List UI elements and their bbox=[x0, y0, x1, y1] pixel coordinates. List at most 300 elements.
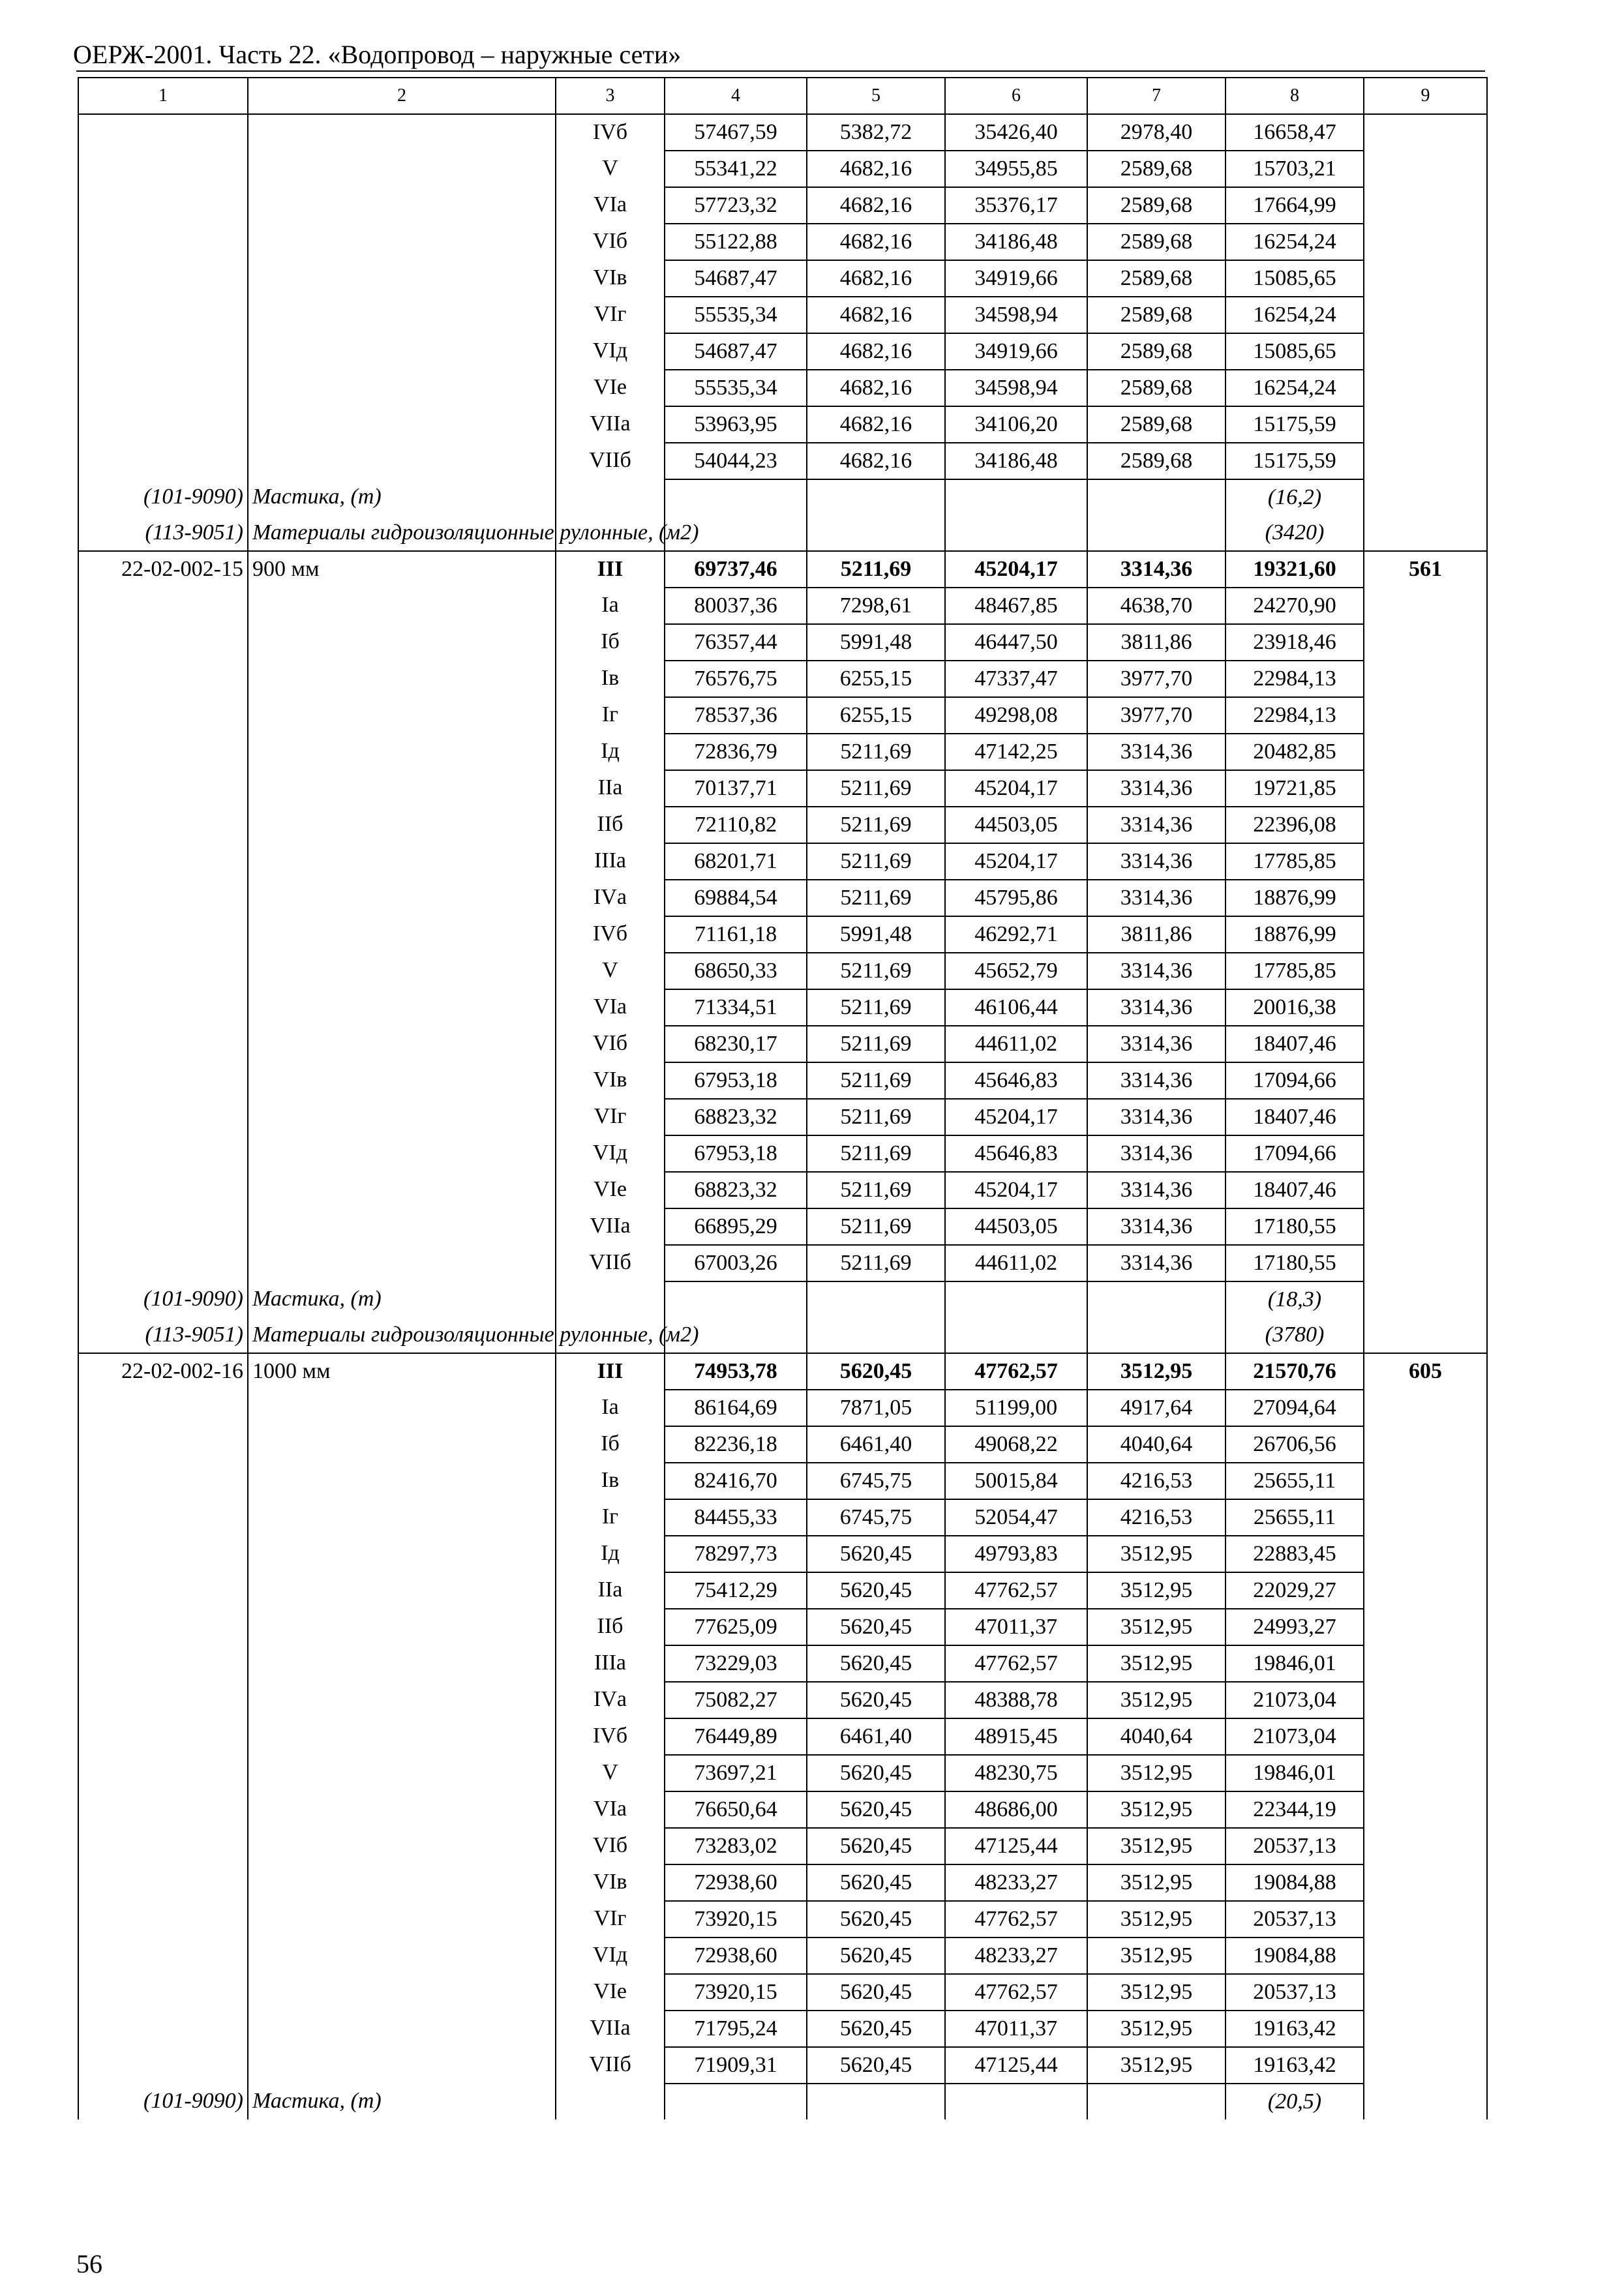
machines-cell bbox=[945, 479, 1087, 515]
code-cell bbox=[78, 1390, 248, 1426]
machinist-wages-cell: 4216,53 bbox=[1087, 1463, 1226, 1499]
wages-cell: 5211,69 bbox=[807, 1135, 945, 1172]
materials-cell: 24270,90 bbox=[1226, 588, 1364, 624]
wages-cell: 4682,16 bbox=[807, 297, 945, 333]
wages-cell bbox=[807, 1281, 945, 1317]
zone-cell: VIг bbox=[556, 1099, 665, 1135]
zone-cell: VIе bbox=[556, 1172, 665, 1208]
zone-cell: Iд bbox=[556, 734, 665, 770]
code-cell bbox=[78, 1536, 248, 1572]
total-cost-cell: 67003,26 bbox=[665, 1245, 807, 1281]
machines-cell: 47762,57 bbox=[945, 1974, 1087, 2011]
code-cell bbox=[78, 1937, 248, 1974]
total-cost-cell: 73920,15 bbox=[665, 1901, 807, 1937]
labor-cell bbox=[1364, 1937, 1487, 1974]
total-cost-cell: 76357,44 bbox=[665, 624, 807, 661]
wages-cell: 5620,45 bbox=[807, 2011, 945, 2047]
zone-cell: IVб bbox=[556, 114, 665, 151]
machinist-wages-cell: 3314,36 bbox=[1087, 807, 1226, 843]
machinist-wages-cell: 2589,68 bbox=[1087, 187, 1226, 224]
code-cell bbox=[78, 880, 248, 916]
total-cost-cell: 68823,32 bbox=[665, 1172, 807, 1208]
machinist-wages-cell: 2978,40 bbox=[1087, 114, 1226, 151]
materials-cell: (18,3) bbox=[1226, 1281, 1364, 1317]
code-cell bbox=[78, 151, 248, 187]
machinist-wages-cell: 2589,68 bbox=[1087, 260, 1226, 297]
price-row bbox=[78, 297, 1487, 333]
machinist-wages-cell: 3977,70 bbox=[1087, 697, 1226, 734]
wages-cell: 4682,16 bbox=[807, 260, 945, 297]
header-divider bbox=[76, 70, 1485, 72]
name-cell bbox=[248, 697, 556, 734]
zone-cell: IIа bbox=[556, 770, 665, 807]
price-row bbox=[78, 1026, 1487, 1062]
code-cell bbox=[78, 1791, 248, 1828]
price-row bbox=[78, 260, 1487, 297]
materials-cell: 22883,45 bbox=[1226, 1536, 1364, 1572]
machines-cell: 44611,02 bbox=[945, 1026, 1087, 1062]
price-row bbox=[78, 187, 1487, 224]
machines-cell: 47762,57 bbox=[945, 1572, 1087, 1609]
column-number: 7 bbox=[1087, 78, 1226, 114]
machines-cell: 44611,02 bbox=[945, 1245, 1087, 1281]
machinist-wages-cell: 3314,36 bbox=[1087, 1208, 1226, 1245]
column-number: 9 bbox=[1364, 78, 1487, 114]
machinist-wages-cell: 3314,36 bbox=[1087, 843, 1226, 880]
materials-cell: 21073,04 bbox=[1226, 1718, 1364, 1755]
name-cell: 1000 мм bbox=[248, 1353, 556, 1390]
labor-cell bbox=[1364, 187, 1487, 224]
materials-cell: 23918,46 bbox=[1226, 624, 1364, 661]
total-cost-cell: 72938,60 bbox=[665, 1937, 807, 1974]
wages-cell: 5620,45 bbox=[807, 1901, 945, 1937]
machines-cell: 46106,44 bbox=[945, 989, 1087, 1026]
wages-cell bbox=[807, 515, 945, 551]
materials-cell: 17094,66 bbox=[1226, 1062, 1364, 1099]
labor-cell bbox=[1364, 1645, 1487, 1682]
machines-cell: 45204,17 bbox=[945, 551, 1087, 588]
wages-cell bbox=[807, 1317, 945, 1353]
zone-cell: VIд bbox=[556, 1135, 665, 1172]
machines-cell: 49068,22 bbox=[945, 1426, 1087, 1463]
column-number: 4 bbox=[665, 78, 807, 114]
name-cell bbox=[248, 114, 556, 151]
machinist-wages-cell: 3314,36 bbox=[1087, 551, 1226, 588]
total-cost-cell: 53963,95 bbox=[665, 406, 807, 443]
machines-cell: 48233,27 bbox=[945, 1864, 1087, 1901]
wages-cell: 5211,69 bbox=[807, 880, 945, 916]
price-row bbox=[78, 697, 1487, 734]
machines-cell: 34598,94 bbox=[945, 297, 1087, 333]
labor-cell bbox=[1364, 1572, 1487, 1609]
price-row bbox=[78, 1463, 1487, 1499]
zone-cell: Iд bbox=[556, 1536, 665, 1572]
name-cell: 900 мм bbox=[248, 551, 556, 588]
name-cell bbox=[248, 1390, 556, 1426]
machinist-wages-cell: 3314,36 bbox=[1087, 734, 1226, 770]
labor-cell bbox=[1364, 734, 1487, 770]
total-cost-cell: 73283,02 bbox=[665, 1828, 807, 1864]
machinist-wages-cell: 2589,68 bbox=[1087, 297, 1226, 333]
labor-cell bbox=[1364, 479, 1487, 515]
wages-cell: 6461,40 bbox=[807, 1426, 945, 1463]
zone-cell: V bbox=[556, 953, 665, 989]
machinist-wages-cell: 3512,95 bbox=[1087, 1974, 1226, 2011]
materials-cell: 20537,13 bbox=[1226, 1901, 1364, 1937]
wages-cell: 5620,45 bbox=[807, 1937, 945, 1974]
name-cell bbox=[248, 370, 556, 406]
machines-cell: 34186,48 bbox=[945, 224, 1087, 260]
zone-cell: IIIа bbox=[556, 843, 665, 880]
materials-cell: 22984,13 bbox=[1226, 661, 1364, 697]
wages-cell: 4682,16 bbox=[807, 370, 945, 406]
code-cell: 22-02-002-15 bbox=[78, 551, 248, 588]
total-cost-cell: 75412,29 bbox=[665, 1572, 807, 1609]
code-cell bbox=[78, 1864, 248, 1901]
price-row bbox=[78, 1755, 1487, 1791]
machinist-wages-cell: 3512,95 bbox=[1087, 1682, 1226, 1718]
labor-cell bbox=[1364, 114, 1487, 151]
machinist-wages-cell bbox=[1087, 479, 1226, 515]
zone-cell: VIб bbox=[556, 1026, 665, 1062]
machines-cell: 46292,71 bbox=[945, 916, 1087, 953]
labor-cell bbox=[1364, 1791, 1487, 1828]
total-cost-cell: 74953,78 bbox=[665, 1353, 807, 1390]
total-cost-cell: 54044,23 bbox=[665, 443, 807, 479]
machinist-wages-cell: 2589,68 bbox=[1087, 406, 1226, 443]
price-row bbox=[78, 770, 1487, 807]
wages-cell: 6745,75 bbox=[807, 1463, 945, 1499]
total-cost-cell bbox=[665, 1281, 807, 1317]
machinist-wages-cell bbox=[1087, 1281, 1226, 1317]
labor-cell bbox=[1364, 624, 1487, 661]
wages-cell: 7871,05 bbox=[807, 1390, 945, 1426]
name-cell bbox=[248, 1901, 556, 1937]
code-cell bbox=[78, 187, 248, 224]
price-row bbox=[78, 1901, 1487, 1937]
resource-note-row bbox=[78, 2084, 1487, 2119]
machines-cell: 45204,17 bbox=[945, 1099, 1087, 1135]
price-row bbox=[78, 624, 1487, 661]
machines-cell: 46447,50 bbox=[945, 624, 1087, 661]
labor-cell: 605 bbox=[1364, 1353, 1487, 1390]
zone-cell: Iа bbox=[556, 1390, 665, 1426]
column-number: 1 bbox=[78, 78, 248, 114]
machinist-wages-cell bbox=[1087, 515, 1226, 551]
zone-cell bbox=[556, 2084, 665, 2119]
materials-cell: 20537,13 bbox=[1226, 1828, 1364, 1864]
materials-cell: 18407,46 bbox=[1226, 1099, 1364, 1135]
code-cell: (101-9090) bbox=[78, 1281, 248, 1317]
wages-cell: 6255,15 bbox=[807, 697, 945, 734]
price-row bbox=[78, 1572, 1487, 1609]
labor-cell bbox=[1364, 1864, 1487, 1901]
machines-cell: 49298,08 bbox=[945, 697, 1087, 734]
name-cell bbox=[248, 880, 556, 916]
price-row bbox=[78, 989, 1487, 1026]
price-row bbox=[78, 1609, 1487, 1645]
code-cell bbox=[78, 697, 248, 734]
price-row bbox=[78, 1390, 1487, 1426]
name-cell bbox=[248, 333, 556, 370]
machinist-wages-cell: 4040,64 bbox=[1087, 1718, 1226, 1755]
materials-cell: 15175,59 bbox=[1226, 443, 1364, 479]
materials-cell: (20,5) bbox=[1226, 2084, 1364, 2119]
total-cost-cell: 54687,47 bbox=[665, 260, 807, 297]
zone-cell: III bbox=[556, 551, 665, 588]
zone-cell: Iа bbox=[556, 588, 665, 624]
materials-cell: 16658,47 bbox=[1226, 114, 1364, 151]
code-cell bbox=[78, 1135, 248, 1172]
price-row bbox=[78, 333, 1487, 370]
zone-cell: VIе bbox=[556, 370, 665, 406]
name-cell bbox=[248, 807, 556, 843]
materials-cell: (16,2) bbox=[1226, 479, 1364, 515]
machines-cell: 48686,00 bbox=[945, 1791, 1087, 1828]
materials-cell: 19321,60 bbox=[1226, 551, 1364, 588]
price-row bbox=[78, 1645, 1487, 1682]
name-cell bbox=[248, 1062, 556, 1099]
zone-cell: IVа bbox=[556, 880, 665, 916]
labor-cell bbox=[1364, 807, 1487, 843]
labor-cell bbox=[1364, 333, 1487, 370]
wages-cell: 5620,45 bbox=[807, 2047, 945, 2084]
code-cell bbox=[78, 661, 248, 697]
labor-cell bbox=[1364, 1974, 1487, 2011]
machinist-wages-cell: 4216,53 bbox=[1087, 1499, 1226, 1536]
price-row bbox=[78, 734, 1487, 770]
zone-cell: IIб bbox=[556, 807, 665, 843]
code-cell bbox=[78, 370, 248, 406]
machines-cell: 34598,94 bbox=[945, 370, 1087, 406]
labor-cell bbox=[1364, 1281, 1487, 1317]
wages-cell: 4682,16 bbox=[807, 187, 945, 224]
price-row bbox=[78, 1828, 1487, 1864]
wages-cell: 4682,16 bbox=[807, 224, 945, 260]
total-cost-cell: 77625,09 bbox=[665, 1609, 807, 1645]
price-row bbox=[78, 1135, 1487, 1172]
total-cost-cell: 57467,59 bbox=[665, 114, 807, 151]
price-row bbox=[78, 1062, 1487, 1099]
machines-cell: 34955,85 bbox=[945, 151, 1087, 187]
name-cell bbox=[248, 588, 556, 624]
price-row bbox=[78, 443, 1487, 479]
code-cell bbox=[78, 734, 248, 770]
materials-cell: 22029,27 bbox=[1226, 1572, 1364, 1609]
total-cost-cell: 78297,73 bbox=[665, 1536, 807, 1572]
zone-cell: VIа bbox=[556, 989, 665, 1026]
column-number: 5 bbox=[807, 78, 945, 114]
labor-cell bbox=[1364, 1172, 1487, 1208]
name-cell bbox=[248, 187, 556, 224]
total-cost-cell: 73920,15 bbox=[665, 1974, 807, 2011]
materials-cell: 17094,66 bbox=[1226, 1135, 1364, 1172]
price-row bbox=[78, 1974, 1487, 2011]
code-cell bbox=[78, 1718, 248, 1755]
code-cell bbox=[78, 1062, 248, 1099]
machinist-wages-cell: 3512,95 bbox=[1087, 1572, 1226, 1609]
labor-cell bbox=[1364, 916, 1487, 953]
wages-cell: 5620,45 bbox=[807, 1609, 945, 1645]
materials-cell: 24993,27 bbox=[1226, 1609, 1364, 1645]
machinist-wages-cell: 3314,36 bbox=[1087, 880, 1226, 916]
wages-cell: 5991,48 bbox=[807, 916, 945, 953]
wages-cell: 5211,69 bbox=[807, 1099, 945, 1135]
page-number: 56 bbox=[76, 2249, 102, 2279]
price-row bbox=[78, 1208, 1487, 1245]
name-cell bbox=[248, 1791, 556, 1828]
name-cell bbox=[248, 1864, 556, 1901]
machinist-wages-cell: 3512,95 bbox=[1087, 1536, 1226, 1572]
price-row bbox=[78, 661, 1487, 697]
total-cost-cell: 75082,27 bbox=[665, 1682, 807, 1718]
labor-cell bbox=[1364, 2011, 1487, 2047]
price-row bbox=[78, 1937, 1487, 1974]
column-number: 2 bbox=[248, 78, 556, 114]
name-cell bbox=[248, 770, 556, 807]
zone-cell: V bbox=[556, 1755, 665, 1791]
code-cell bbox=[78, 333, 248, 370]
total-cost-cell: 80037,36 bbox=[665, 588, 807, 624]
machines-cell: 47125,44 bbox=[945, 1828, 1087, 1864]
zone-cell: VIIа bbox=[556, 1208, 665, 1245]
labor-cell bbox=[1364, 880, 1487, 916]
materials-cell: 20482,85 bbox=[1226, 734, 1364, 770]
price-row bbox=[78, 880, 1487, 916]
labor-cell bbox=[1364, 989, 1487, 1026]
machines-cell: 52054,47 bbox=[945, 1499, 1087, 1536]
code-cell bbox=[78, 953, 248, 989]
price-row bbox=[78, 1426, 1487, 1463]
total-cost-cell: 68201,71 bbox=[665, 843, 807, 880]
wages-cell: 4682,16 bbox=[807, 443, 945, 479]
materials-cell: 22984,13 bbox=[1226, 697, 1364, 734]
code-cell bbox=[78, 1572, 248, 1609]
total-cost-cell: 55535,34 bbox=[665, 370, 807, 406]
machines-cell: 48230,75 bbox=[945, 1755, 1087, 1791]
materials-cell: 16254,24 bbox=[1226, 297, 1364, 333]
code-cell bbox=[78, 1426, 248, 1463]
zone-cell: VIIа bbox=[556, 2011, 665, 2047]
code-cell bbox=[78, 989, 248, 1026]
price-row bbox=[78, 1245, 1487, 1281]
zone-cell: V bbox=[556, 151, 665, 187]
zone-cell: Iг bbox=[556, 1499, 665, 1536]
machinist-wages-cell: 2589,68 bbox=[1087, 333, 1226, 370]
labor-cell bbox=[1364, 1536, 1487, 1572]
total-cost-cell: 84455,33 bbox=[665, 1499, 807, 1536]
code-cell bbox=[78, 2011, 248, 2047]
name-cell bbox=[248, 151, 556, 187]
name-cell bbox=[248, 443, 556, 479]
materials-cell: (3780) bbox=[1226, 1317, 1364, 1353]
machinist-wages-cell: 4040,64 bbox=[1087, 1426, 1226, 1463]
labor-cell bbox=[1364, 443, 1487, 479]
wages-cell: 5620,45 bbox=[807, 1353, 945, 1390]
machines-cell: 47337,47 bbox=[945, 661, 1087, 697]
materials-cell: 19163,42 bbox=[1226, 2047, 1364, 2084]
machinist-wages-cell: 3512,95 bbox=[1087, 1645, 1226, 1682]
materials-cell: 25655,11 bbox=[1226, 1463, 1364, 1499]
materials-cell: 19163,42 bbox=[1226, 2011, 1364, 2047]
machines-cell bbox=[945, 1317, 1087, 1353]
machinist-wages-cell: 3512,95 bbox=[1087, 1828, 1226, 1864]
total-cost-cell: 72836,79 bbox=[665, 734, 807, 770]
price-row bbox=[78, 224, 1487, 260]
zone-cell: VIIб bbox=[556, 1245, 665, 1281]
code-cell bbox=[78, 1026, 248, 1062]
code-cell bbox=[78, 297, 248, 333]
machinist-wages-cell: 3512,95 bbox=[1087, 1937, 1226, 1974]
name-cell: Мастика, (т) bbox=[248, 479, 556, 515]
wages-cell: 4682,16 bbox=[807, 151, 945, 187]
machines-cell: 47762,57 bbox=[945, 1901, 1087, 1937]
total-cost-cell: 76650,64 bbox=[665, 1791, 807, 1828]
code-cell: (113-9051) bbox=[78, 515, 248, 551]
code-cell: (101-9090) bbox=[78, 479, 248, 515]
labor-cell bbox=[1364, 1426, 1487, 1463]
materials-cell: 17180,55 bbox=[1226, 1208, 1364, 1245]
machines-cell: 47125,44 bbox=[945, 2047, 1087, 2084]
machines-cell: 47142,25 bbox=[945, 734, 1087, 770]
labor-cell bbox=[1364, 260, 1487, 297]
materials-cell: 19084,88 bbox=[1226, 1864, 1364, 1901]
code-cell bbox=[78, 1901, 248, 1937]
total-cost-cell: 86164,69 bbox=[665, 1390, 807, 1426]
price-row bbox=[78, 370, 1487, 406]
code-cell bbox=[78, 1609, 248, 1645]
total-cost-cell: 68230,17 bbox=[665, 1026, 807, 1062]
zone-cell: Iг bbox=[556, 697, 665, 734]
materials-cell: 27094,64 bbox=[1226, 1390, 1364, 1426]
labor-cell bbox=[1364, 1499, 1487, 1536]
code-cell bbox=[78, 1099, 248, 1135]
price-row bbox=[78, 1682, 1487, 1718]
name-cell: Мастика, (т) bbox=[248, 2084, 556, 2119]
machines-cell: 34919,66 bbox=[945, 260, 1087, 297]
code-cell bbox=[78, 770, 248, 807]
zone-cell: VIIб bbox=[556, 443, 665, 479]
price-row bbox=[78, 1864, 1487, 1901]
price-row bbox=[78, 114, 1487, 151]
column-number-row bbox=[78, 78, 1487, 114]
labor-cell bbox=[1364, 515, 1487, 551]
machines-cell: 47011,37 bbox=[945, 1609, 1087, 1645]
machines-cell: 34919,66 bbox=[945, 333, 1087, 370]
machines-cell: 45204,17 bbox=[945, 770, 1087, 807]
zone-cell bbox=[556, 479, 665, 515]
zone-cell: VIIа bbox=[556, 406, 665, 443]
name-cell bbox=[248, 1499, 556, 1536]
materials-cell: 17785,85 bbox=[1226, 953, 1364, 989]
labor-cell bbox=[1364, 661, 1487, 697]
code-cell bbox=[78, 1645, 248, 1682]
code-cell bbox=[78, 114, 248, 151]
zone-cell: VIв bbox=[556, 1062, 665, 1099]
code-cell bbox=[78, 260, 248, 297]
price-row bbox=[78, 2011, 1487, 2047]
materials-cell: 20537,13 bbox=[1226, 1974, 1364, 2011]
materials-cell: 22396,08 bbox=[1226, 807, 1364, 843]
name-cell bbox=[248, 2011, 556, 2047]
materials-cell: 18876,99 bbox=[1226, 916, 1364, 953]
name-cell bbox=[248, 1937, 556, 1974]
zone-cell: IIб bbox=[556, 1609, 665, 1645]
zone-cell: Iб bbox=[556, 624, 665, 661]
machinist-wages-cell: 3977,70 bbox=[1087, 661, 1226, 697]
machinist-wages-cell: 3314,36 bbox=[1087, 1135, 1226, 1172]
name-cell bbox=[248, 1974, 556, 2011]
